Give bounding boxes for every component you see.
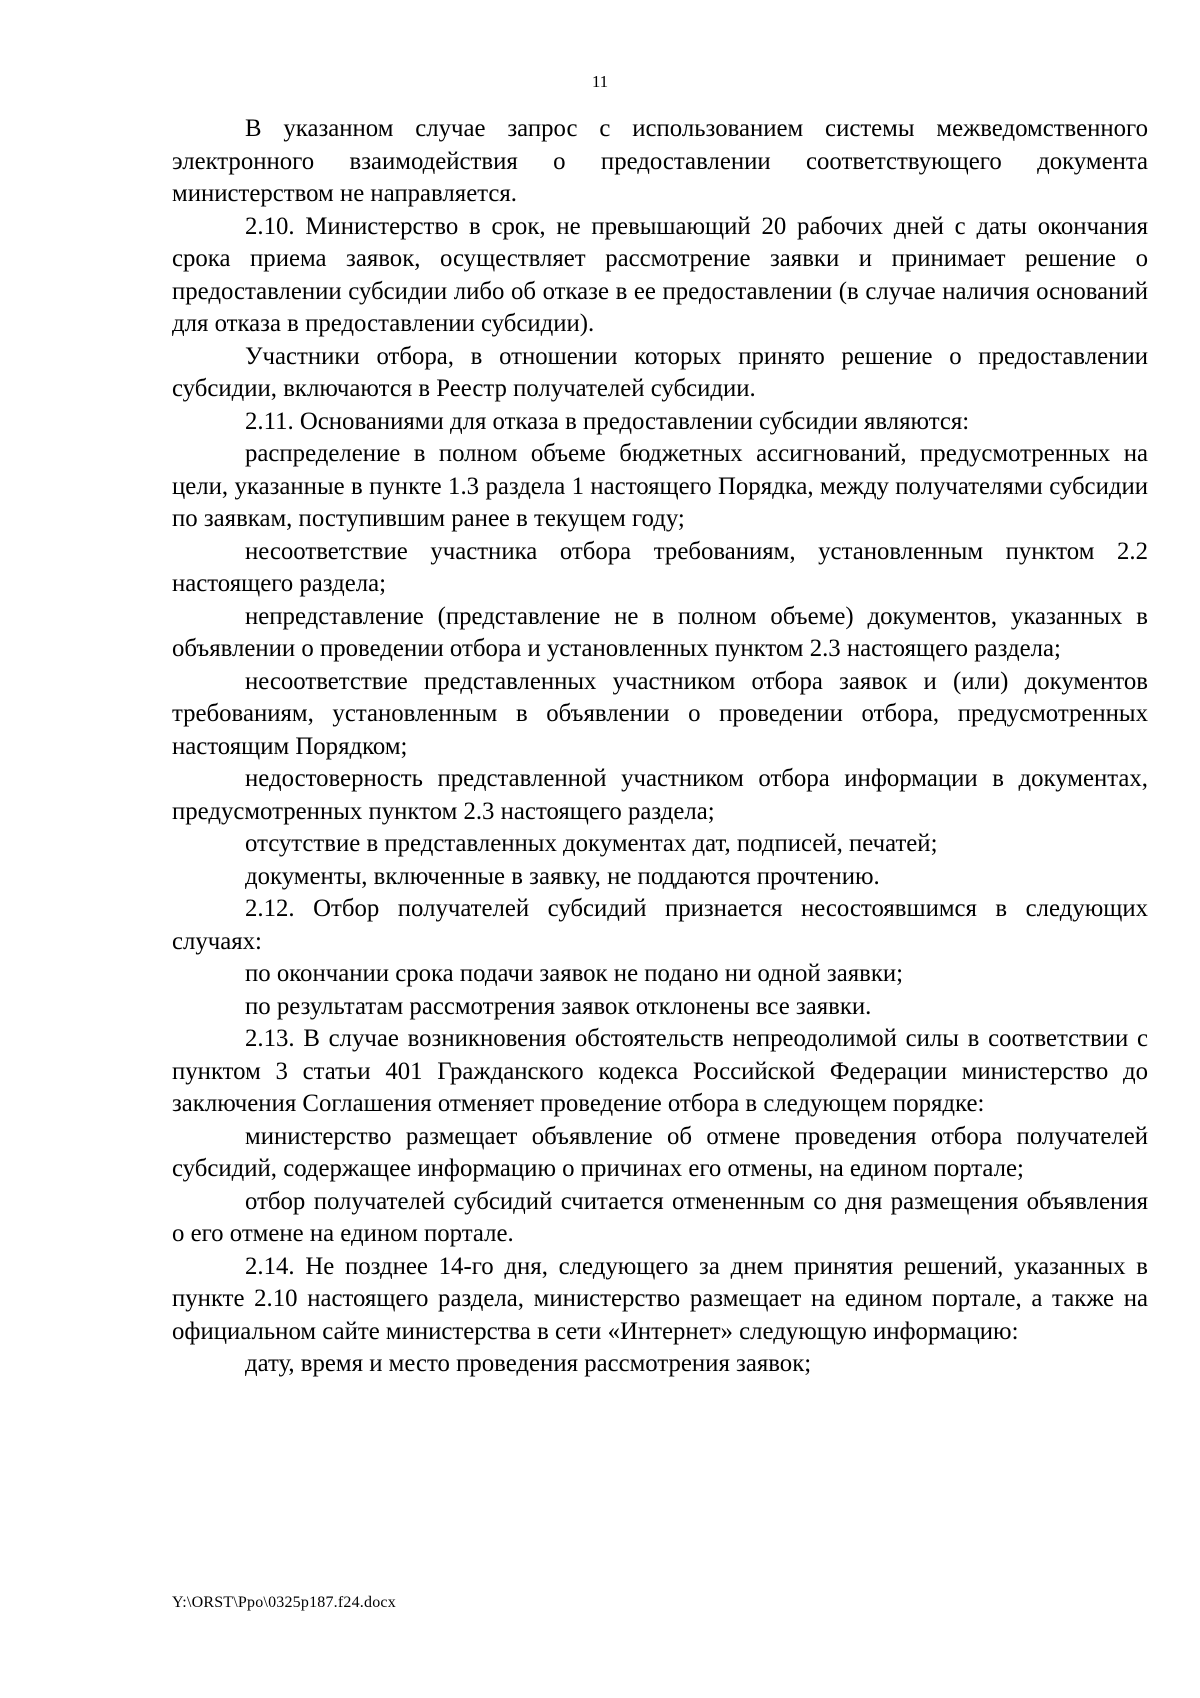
paragraph: недостоверность представленной участником отбора информации в документах, предусмотренных пунктом 2.3 настоящего раздела; [172, 765, 1148, 825]
paragraph: 2.13. В случае возникновения обстоятельств непреодолимой силы в соответствии с пунктом 3 статьи 401 Гражданского кодекса Российской Федерации министерство до заключения Соглашения отменяет проведение отбора в следующем порядке: [172, 1025, 1148, 1117]
paragraph: отсутствие в представленных документах дат, подписей, печатей; [245, 830, 938, 857]
paragraph: несоответствие участника отбора требованиям, установленным пунктом 2.2 настоящего раздела; [172, 537, 1148, 597]
paragraph: по результатам рассмотрения заявок отклонены все заявки. [245, 992, 872, 1020]
document-body [172, 113, 1148, 1381]
page-number: 11 [591, 72, 609, 91]
footer-file-path: Y:\ORST\Ppo\0325p187.f24.docx [172, 1594, 396, 1611]
paragraph: по окончании срока подачи заявок не подано ни одной заявки; [245, 960, 904, 987]
paragraph: несоответствие представленных участником отбора заявок и (или) документов требованиям, установленным в объявлении о проведении отбора, предусмотренных настоящим Порядком; [172, 667, 1148, 760]
paragraph: министерство размещает объявление об отмене проведения отбора получателей субсидий, содержащее информацию о причинах его отмены, на едином портале; [172, 1122, 1148, 1182]
paragraph: распределение в полном объеме бюджетных ассигнований, предусмотренных на цели, указанные в пункте 1.3 раздела 1 настоящего Порядка, между получателями субсидии по заявкам, поступившим ранее в текущем году; [172, 440, 1148, 532]
paragraph: 2.12. Отбор получателей субсидий признается несостоявшимся в следующих случаях: [172, 895, 1148, 955]
paragraph: В указанном случае запрос с использованием системы межведомственного электронного взаимодействия о предоставлении соответствующего документа министерством не направляется. [172, 115, 1148, 207]
paragraph: непредставление (представление не в полном объеме) документов, указанных в объявлении о проведении отбора и установленных пунктом 2.3 настоящего раздела; [172, 602, 1148, 662]
paragraph: документы, включенные в заявку, не поддаются прочтению. [245, 862, 880, 890]
paragraph: дату, время и место проведения рассмотрения заявок; [245, 1350, 812, 1377]
paragraph: отбор получателей субсидий считается отмененным со дня размещения объявления о его отмене на едином портале. [172, 1187, 1148, 1247]
paragraph: 2.14. Не позднее 14-го дня, следующего за днем принятия решений, указанных в пункте 2.10 настоящего раздела, министерство размещает на едином портале, а также на официальном сайте министерства в сети «Интернет» следующую информацию: [172, 1252, 1148, 1345]
paragraph: 2.11. Основаниями для отказа в предоставлении субсидии являются: [245, 407, 970, 435]
paragraph: Участники отбора, в отношении которых принято решение о предоставлении субсидии, включаются в Реестр получателей субсидии. [172, 342, 1148, 402]
paragraph: 2.10. Министерство в срок, не превышающий 20 рабочих дней с даты окончания срока приема заявок, осуществляет рассмотрение заявки и принимает решение о предоставлении субсидии либо об отказе в ее предоставлении (в случае наличия оснований для отказа в предоставлении субсидии). [172, 212, 1148, 337]
